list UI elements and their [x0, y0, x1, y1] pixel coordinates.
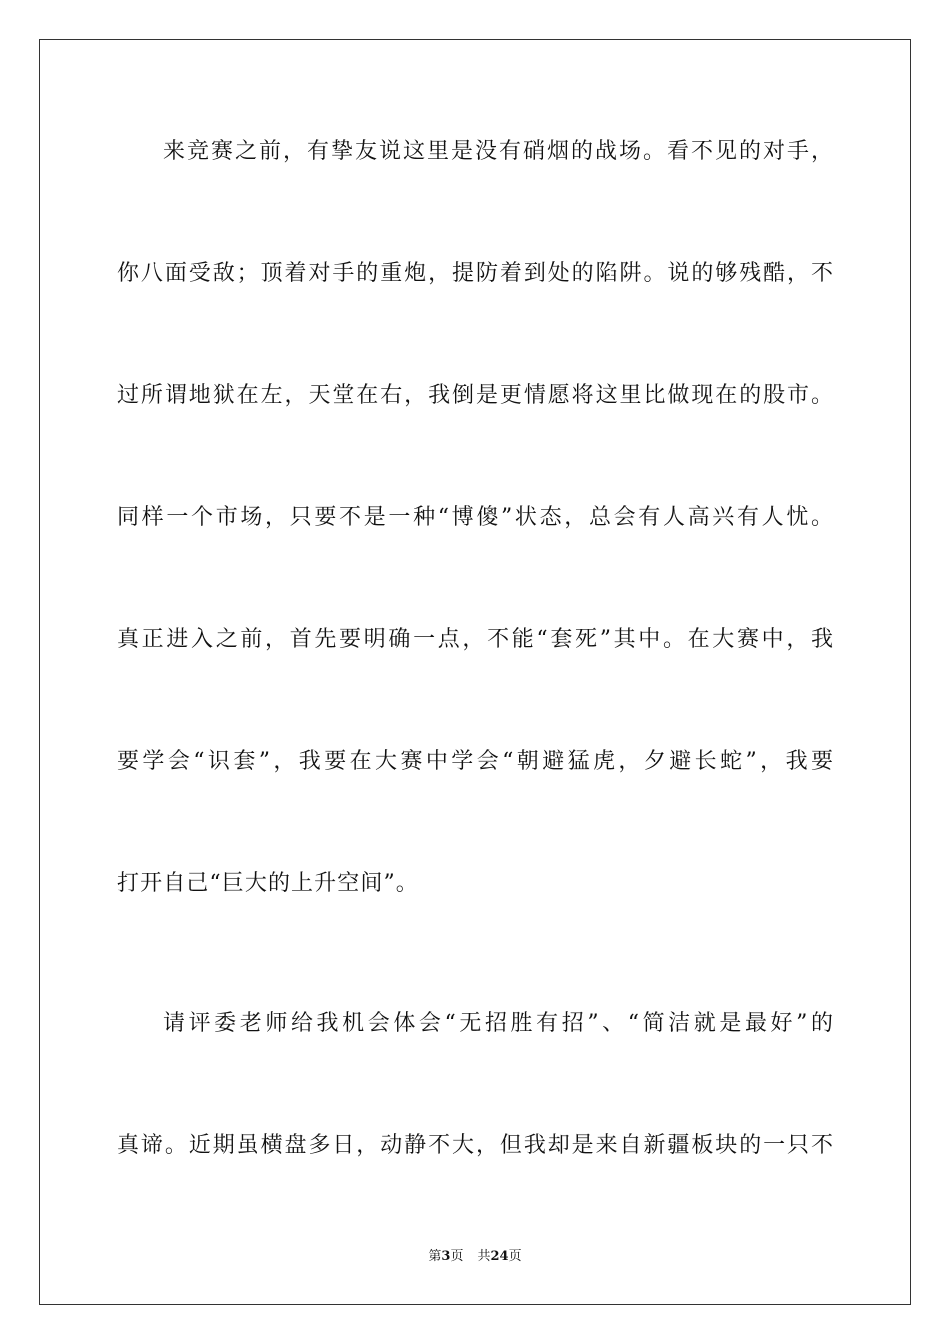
- footer-page-suffix: 页: [450, 1249, 464, 1264]
- footer-total-suffix: 页: [508, 1249, 522, 1264]
- paragraph-line-1: 来竞赛之前，有挚友说这里是没有硝烟的战场。看不见的对手，: [163, 139, 833, 164]
- page-border: [39, 39, 911, 1305]
- paragraph-line-9: 真谛。近期虽横盘多日，动静不大，但我却是来自新疆板块的一只不: [117, 1133, 833, 1158]
- paragraph-line-4: 同样一个市场，只要不是一种“博傻”状态，总会有人高兴有人忧。: [117, 505, 833, 530]
- paragraph-line-8: 请评委老师给我机会体会“无招胜有招”、“简洁就是最好”的: [163, 1011, 833, 1036]
- paragraph-line-7: 打开自己“巨大的上升空间”。: [117, 871, 419, 896]
- paragraph-line-2: 你八面受敌；顶着对手的重炮，提防着到处的陷阱。说的够残酷，不: [117, 261, 833, 286]
- paragraph-line-3: 过所谓地狱在左，天堂在右，我倒是更情愿将这里比做现在的股市。: [117, 383, 833, 408]
- page-footer: [0, 1248, 950, 1266]
- paragraph-line-6: 要学会“识套”，我要在大赛中学会“朝避猛虎，夕避长蛇”，我要: [117, 749, 833, 774]
- footer-page-number: 3: [441, 1249, 451, 1264]
- footer-total-pages: 24: [490, 1249, 509, 1264]
- footer-page-prefix: 第: [428, 1249, 442, 1264]
- footer-total-prefix: 共: [477, 1249, 491, 1264]
- paragraph-line-5: 真正进入之前，首先要明确一点，不能“套死”其中。在大赛中，我: [117, 627, 833, 652]
